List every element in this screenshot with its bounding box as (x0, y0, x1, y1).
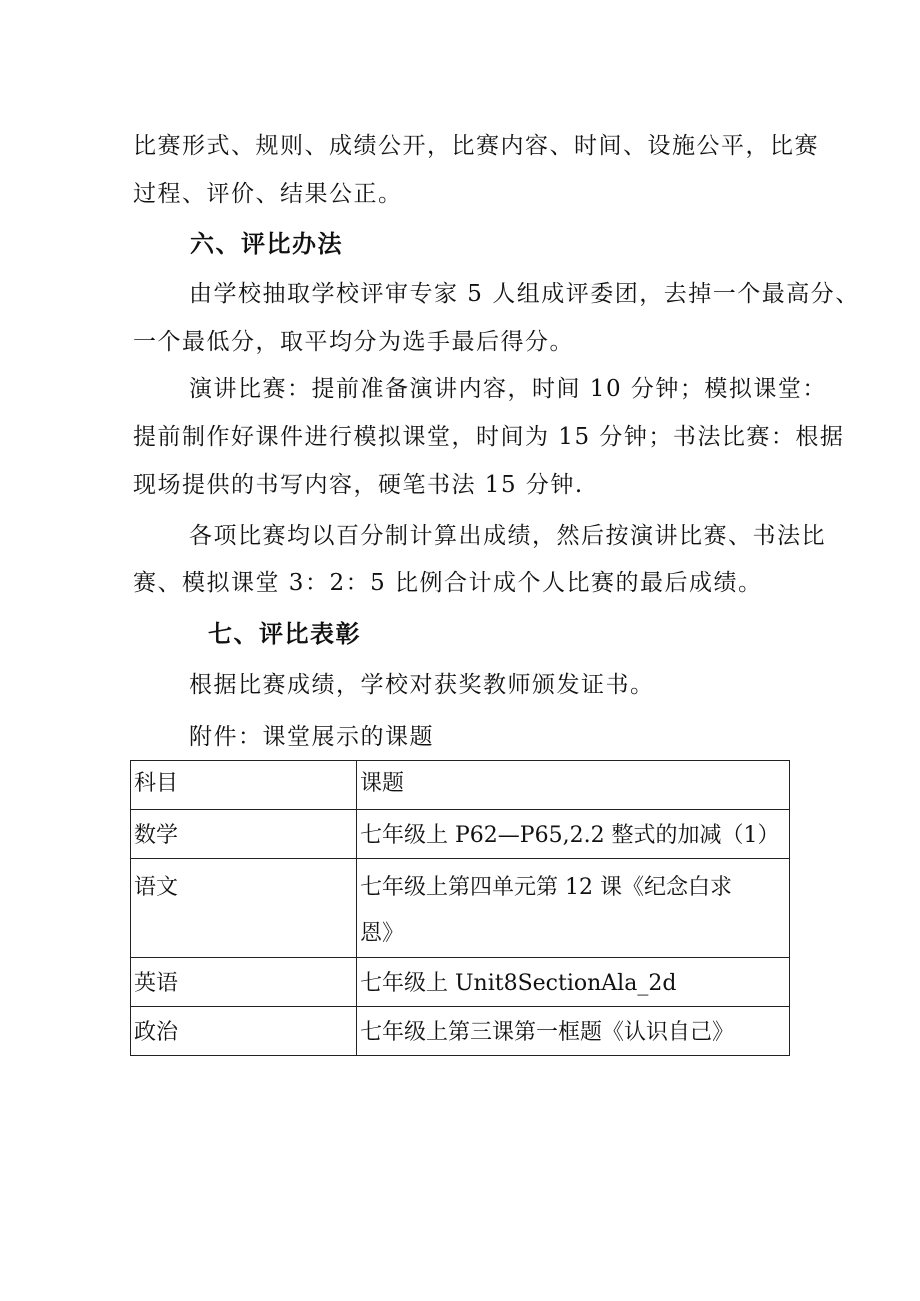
table-row (131, 1007, 790, 1056)
paragraph-line: 比赛形式、规则、成绩公开，比赛内容、时间、设施公平，比赛 (133, 133, 819, 159)
paragraph-line: 赛、模拟课堂 3：2：5 比例合计成个人比赛的最后成绩。 (133, 570, 763, 596)
table-header-row (131, 761, 790, 810)
table-row (131, 810, 790, 859)
section-heading-six: 六、评比办法 (190, 230, 343, 258)
table-cell-topic: 七年级上第三课第一框题《认识自己》 (357, 1007, 790, 1056)
paragraph-line: 过程、评价、结果公正。 (133, 181, 403, 207)
topic-line: 恩》 (360, 921, 405, 946)
table-cell-subject: 语文 (131, 859, 357, 958)
paragraph-line: 由学校抽取学校评审专家 5 人组成评委团，去掉一个最高分、 (189, 281, 860, 307)
table-header-cell: 课题 (357, 761, 790, 810)
paragraph-line: 一个最低分，取平均分为选手最后得分。 (133, 329, 574, 355)
paragraph-line: 演讲比赛：提前准备演讲内容，时间 10 分钟；模拟课堂： (189, 376, 827, 402)
paragraph-line: 现场提供的书写内容，硬笔书法 15 分钟. (133, 472, 584, 498)
attachment-label: 附件：课堂展示的课题 (189, 724, 434, 750)
table-cell-topic: 七年级上 P62—P65,2.2 整式的加减（1） (357, 810, 790, 859)
paragraph-line: 提前制作好课件进行模拟课堂，时间为 15 分钟；书法比赛：根据 (133, 424, 845, 450)
table-cell-subject: 数学 (131, 810, 357, 859)
table-cell-topic: 七年级上 Unit8SectionAla_2d (357, 958, 790, 1007)
table-row (131, 958, 790, 1007)
table-header-cell: 科目 (131, 761, 357, 810)
paragraph-line: 根据比赛成绩，学校对获奖教师颁发证书。 (189, 672, 655, 698)
table-row (131, 859, 790, 958)
table-cell-topic (357, 859, 790, 958)
table-cell-subject: 政治 (131, 1007, 357, 1056)
topic-line: 七年级上第四单元第 12 课《纪念白求 (360, 875, 732, 900)
table-cell-subject: 英语 (131, 958, 357, 1007)
topics-table (130, 760, 790, 1056)
paragraph-line: 各项比赛均以百分制计算出成绩，然后按演讲比赛、书法比 (189, 523, 826, 549)
section-heading-seven: 七、评比表彰 (208, 620, 361, 648)
